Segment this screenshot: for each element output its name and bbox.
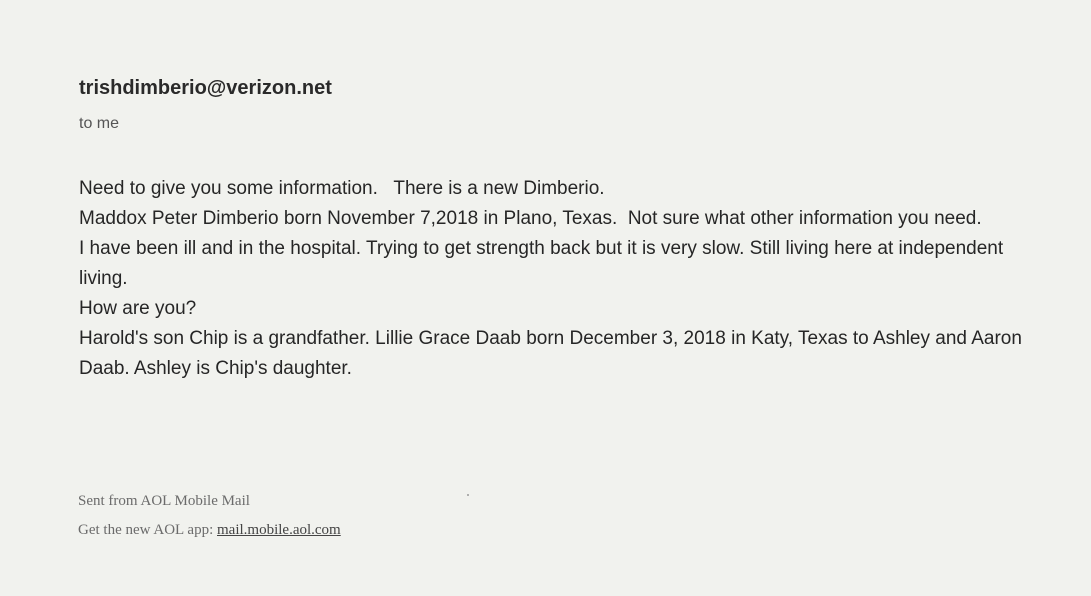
signature-app-prefix: Get the new AOL app: <box>78 522 217 538</box>
body-line: I have been ill and in the hospital. Trying to get strength back but it is very slow. Still living here at independent living. <box>79 238 1009 289</box>
email-sender: trishdimberio@verizon.net <box>79 77 332 99</box>
signature-app-promo <box>78 516 341 545</box>
body-line: How are you? <box>79 298 197 319</box>
body-line: Maddox Peter Dimberio born November 7,2018 in Plano, Texas. Not sure what other information you need. <box>79 208 982 229</box>
aol-app-link[interactable]: mail.mobile.aol.com <box>217 522 341 538</box>
email-recipient: to me <box>79 115 120 132</box>
scan-speck <box>467 494 469 496</box>
email-body <box>79 174 1039 384</box>
email-signature <box>78 487 341 545</box>
body-line: Harold's son Chip is a grandfather. Lillie Grace Daab born December 3, 2018 in Katy, Texas to Ashley and Aaron Daab. Ashley is Chip's daughter. <box>79 328 1028 379</box>
body-line: Need to give you some information. There is a new Dimberio. <box>79 178 605 199</box>
signature-sent-from: Sent from AOL Mobile Mail <box>78 493 250 509</box>
